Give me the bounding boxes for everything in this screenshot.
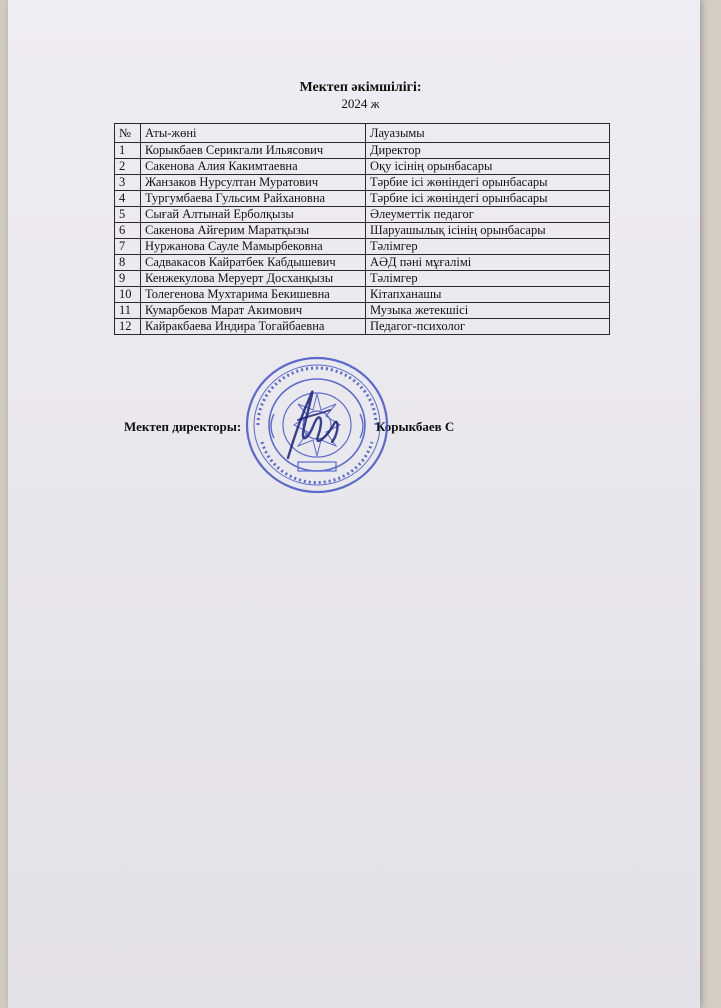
- cell-name: Кумарбеков Марат Акимович: [141, 303, 366, 319]
- cell-number: 10: [115, 287, 141, 303]
- cell-position: Шаруашылық ісінің орынбасары: [366, 223, 610, 239]
- header-name: Аты-жөні: [141, 124, 366, 143]
- cell-name: Толегенова Мухтарима Бекишевна: [141, 287, 366, 303]
- cell-position: Тәрбие ісі жөніндегі орынбасары: [366, 175, 610, 191]
- table-header-row: [115, 124, 610, 143]
- cell-name: Кайракбаева Индира Тогайбаевна: [141, 319, 366, 335]
- table-row: [115, 319, 610, 335]
- cell-name: Сакенова Айгерим Маратқызы: [141, 223, 366, 239]
- cell-position: Музыка жетекшісі: [366, 303, 610, 319]
- table-row: [115, 287, 610, 303]
- cell-position: Тәрбие ісі жөніндегі орынбасары: [366, 191, 610, 207]
- document-year: 2024 ж: [341, 96, 380, 111]
- header-position: Лауазымы: [366, 124, 610, 143]
- cell-number: 11: [115, 303, 141, 319]
- table-row: [115, 255, 610, 271]
- table-row: [115, 159, 610, 175]
- table-row: [115, 191, 610, 207]
- cell-position: Оқу ісінің орынбасары: [366, 159, 610, 175]
- cell-number: 6: [115, 223, 141, 239]
- cell-number: 1: [115, 143, 141, 159]
- cell-name: Жанзаков Нурсултан Муратович: [141, 175, 366, 191]
- cell-name: Садвакасов Кайратбек Кабдышевич: [141, 255, 366, 271]
- document-title: Мектеп әкімшілігі:: [299, 80, 422, 95]
- table-row: [115, 207, 610, 223]
- table-row: [115, 143, 610, 159]
- cell-name: Корыкбаев Серикгали Ильясович: [141, 143, 366, 159]
- cell-number: 12: [115, 319, 141, 335]
- cell-number: 7: [115, 239, 141, 255]
- cell-position: Кітапханашы: [366, 287, 610, 303]
- cell-name: Сығай Алтынай Ерболқызы: [141, 207, 366, 223]
- signature-label: Мектеп директоры:: [124, 419, 242, 434]
- cell-number: 4: [115, 191, 141, 207]
- cell-name: Кенжекулова Меруерт Досханқызы: [141, 271, 366, 287]
- handwritten-signature: [268, 380, 358, 470]
- table-row: [115, 175, 610, 191]
- staff-table: [114, 123, 610, 335]
- header-number: №: [115, 124, 141, 143]
- table-row: [115, 223, 610, 239]
- table-row: [115, 303, 610, 319]
- cell-position: Тәлімгер: [366, 271, 610, 287]
- cell-position: Директор: [366, 143, 610, 159]
- table-row: [115, 271, 610, 287]
- signature-name: Корыкбаев С: [376, 419, 455, 434]
- cell-position: АӘД пәні мұғалімі: [366, 255, 610, 271]
- cell-number: 8: [115, 255, 141, 271]
- cell-number: 3: [115, 175, 141, 191]
- cell-position: Педагог-психолог: [366, 319, 610, 335]
- cell-number: 5: [115, 207, 141, 223]
- table-row: [115, 239, 610, 255]
- cell-name: Нуржанова Сауле Мамырбековна: [141, 239, 366, 255]
- cell-number: 2: [115, 159, 141, 175]
- cell-name: Тургумбаева Гульсим Райхановна: [141, 191, 366, 207]
- cell-number: 9: [115, 271, 141, 287]
- cell-position: Әлеуметтік педагог: [366, 207, 610, 223]
- cell-position: Тәлімгер: [366, 239, 610, 255]
- cell-name: Сакенова Алия Какимтаевна: [141, 159, 366, 175]
